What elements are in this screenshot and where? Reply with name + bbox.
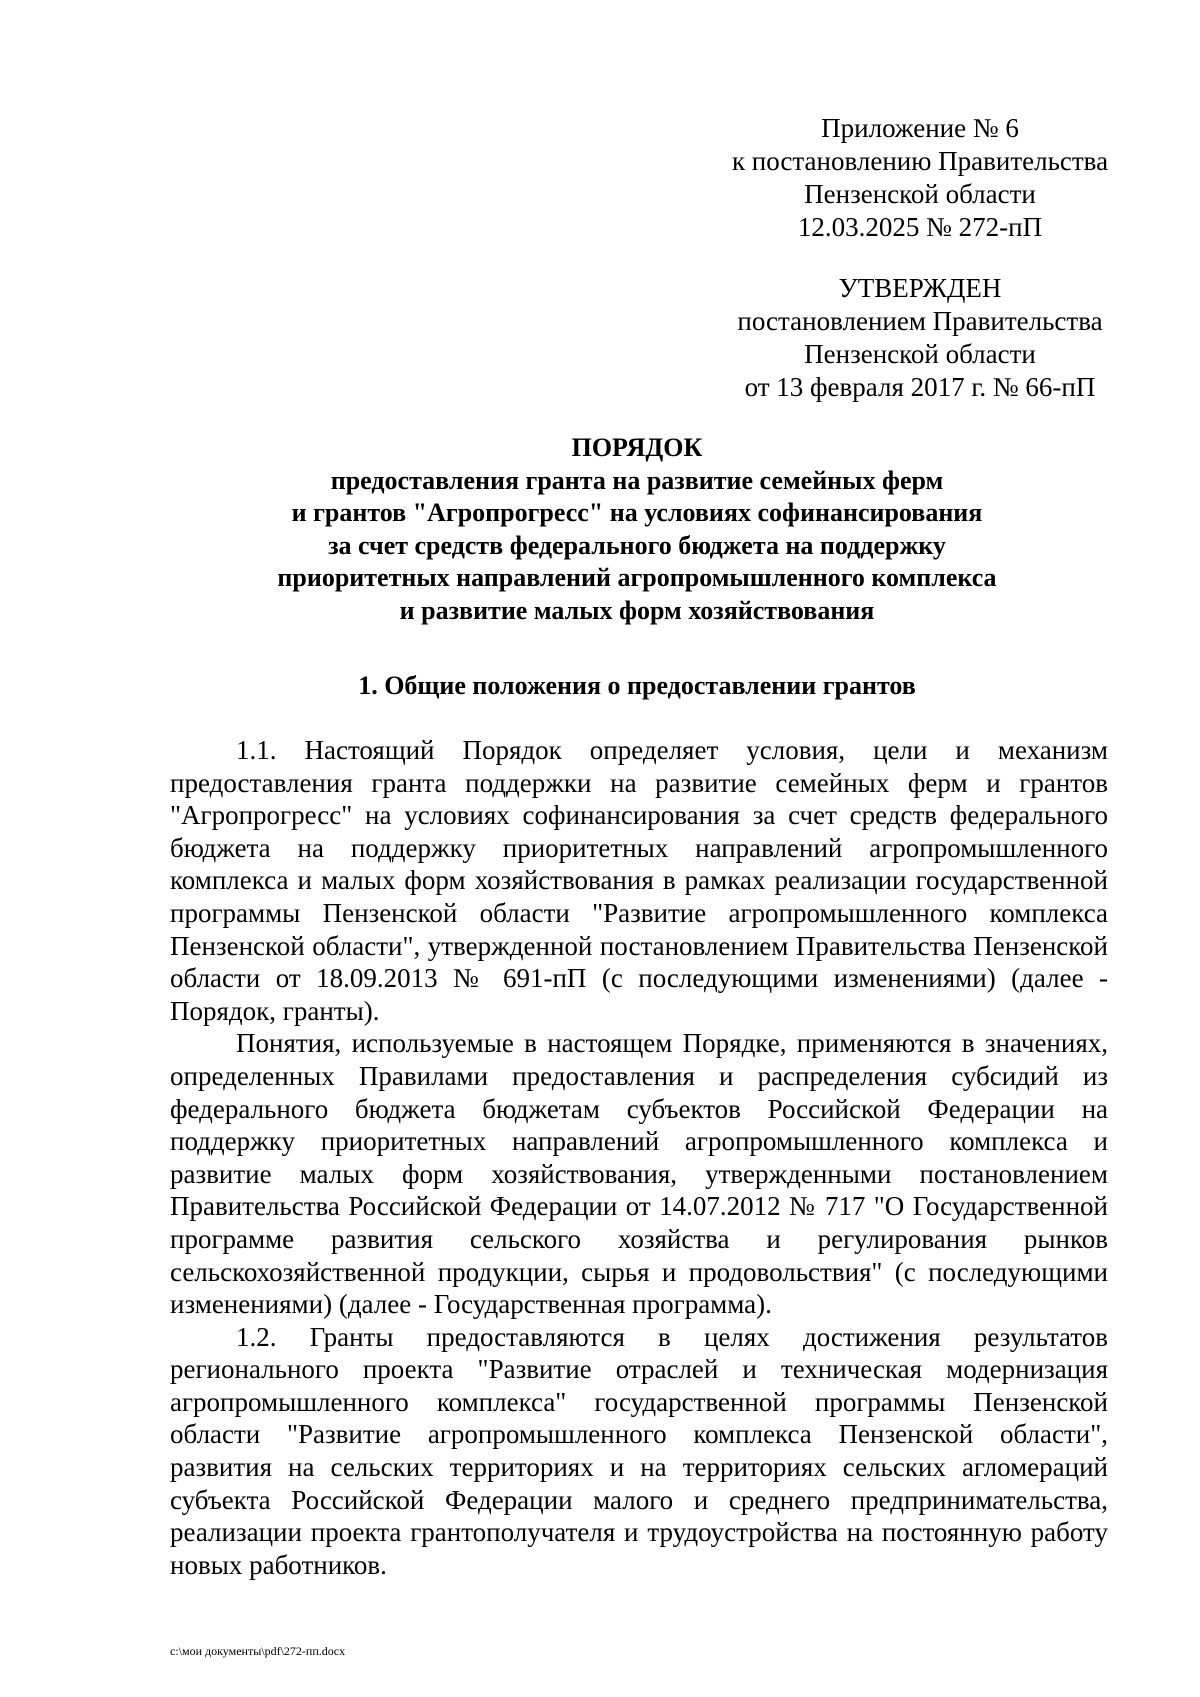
- file-path-footer: c:\мои документы\pdf\272-пп.docx: [170, 1644, 346, 1658]
- appendix-reference: [700, 112, 1140, 244]
- appendix-to-resolution: к постановлению Правительства: [731, 146, 1109, 176]
- title-line: предоставления гранта на развитие семейных ферм: [330, 465, 944, 495]
- section-body: [170, 734, 1108, 1581]
- title-line: и грантов "Агропрогресс" на условиях софинансирования: [291, 498, 983, 527]
- approved-region: Пензенской области: [804, 339, 1036, 369]
- section-heading: 1. Общие положения о предоставлении грантов: [358, 671, 916, 700]
- approved-date-number: от 13 февраля 2017 г. № 66-пП: [744, 372, 1096, 402]
- approved-label: УТВЕРЖДЕН: [838, 273, 1002, 303]
- title-line: приоритетных направлений агропромышленного комплекса: [277, 563, 997, 592]
- paragraph: 1.1. Настоящий Порядок определяет условия, цели и механизм предоставления гранта поддержки на развитие семейных ферм и грантов "Агропрогресс" на условиях софинансирования за счет средств федерального бюджета на поддержку приоритетных направлений агропромышленного комплекса и малых форм хозяйствования в рамках реализации государственной программы Пензенской области "Развитие агропромышленного комплекса Пензенской области", утвержденной постановлением Правительства Пензенской области от 18.09.2013 № 691-пП (с последующими изменениями) (далее - Порядок, гранты).: [170, 735, 1108, 1026]
- appendix-number: Приложение № 6: [821, 113, 1019, 143]
- appendix-date-number: 12.03.2025 № 272-пП: [797, 212, 1043, 242]
- paragraph: Понятия, используемые в настоящем Порядке, применяются в значениях, определенных Правилами предоставления и распределения субсидий из федерального бюджета бюджетам субъектов Российской Федерации на поддержку приоритетных направлений агропромышленного комплекса и развитие малых форм хозяйствования, утвержденными постановлением Правительства Российской Федерации от 14.07.2012 № 717 "О Государственной программе развития сельского хозяйства и регулирования рынков сельскохозяйственной продукции, сырья и продовольствия" (с последующими изменениями) (далее - Государственная программа).: [170, 1028, 1108, 1320]
- title-line: и развитие малых форм хозяйствования: [399, 595, 875, 625]
- appendix-region: Пензенской области: [804, 179, 1036, 209]
- title-main: ПОРЯДОК: [571, 433, 703, 462]
- document-title: [170, 432, 1104, 627]
- title-line: за счет средств федерального бюджета на поддержку: [328, 530, 946, 560]
- approved-by: постановлением Правительства: [737, 306, 1103, 336]
- paragraph: 1.2. Гранты предоставляются в целях достижения результатов регионального проекта "Развитие отраслей и техническая модернизация агропромышленного комплекса" государственной программы Пензенской области "Развитие агропромышленного комплекса Пензенской области", развития на сельских территориях и на территориях сельских агломераций субъекта Российской Федерации малого и среднего предпринимательства, реализации проекта грантополучателя и трудоустройства на постоянную работу новых работников.: [170, 1321, 1108, 1580]
- approval-stamp: [700, 272, 1140, 404]
